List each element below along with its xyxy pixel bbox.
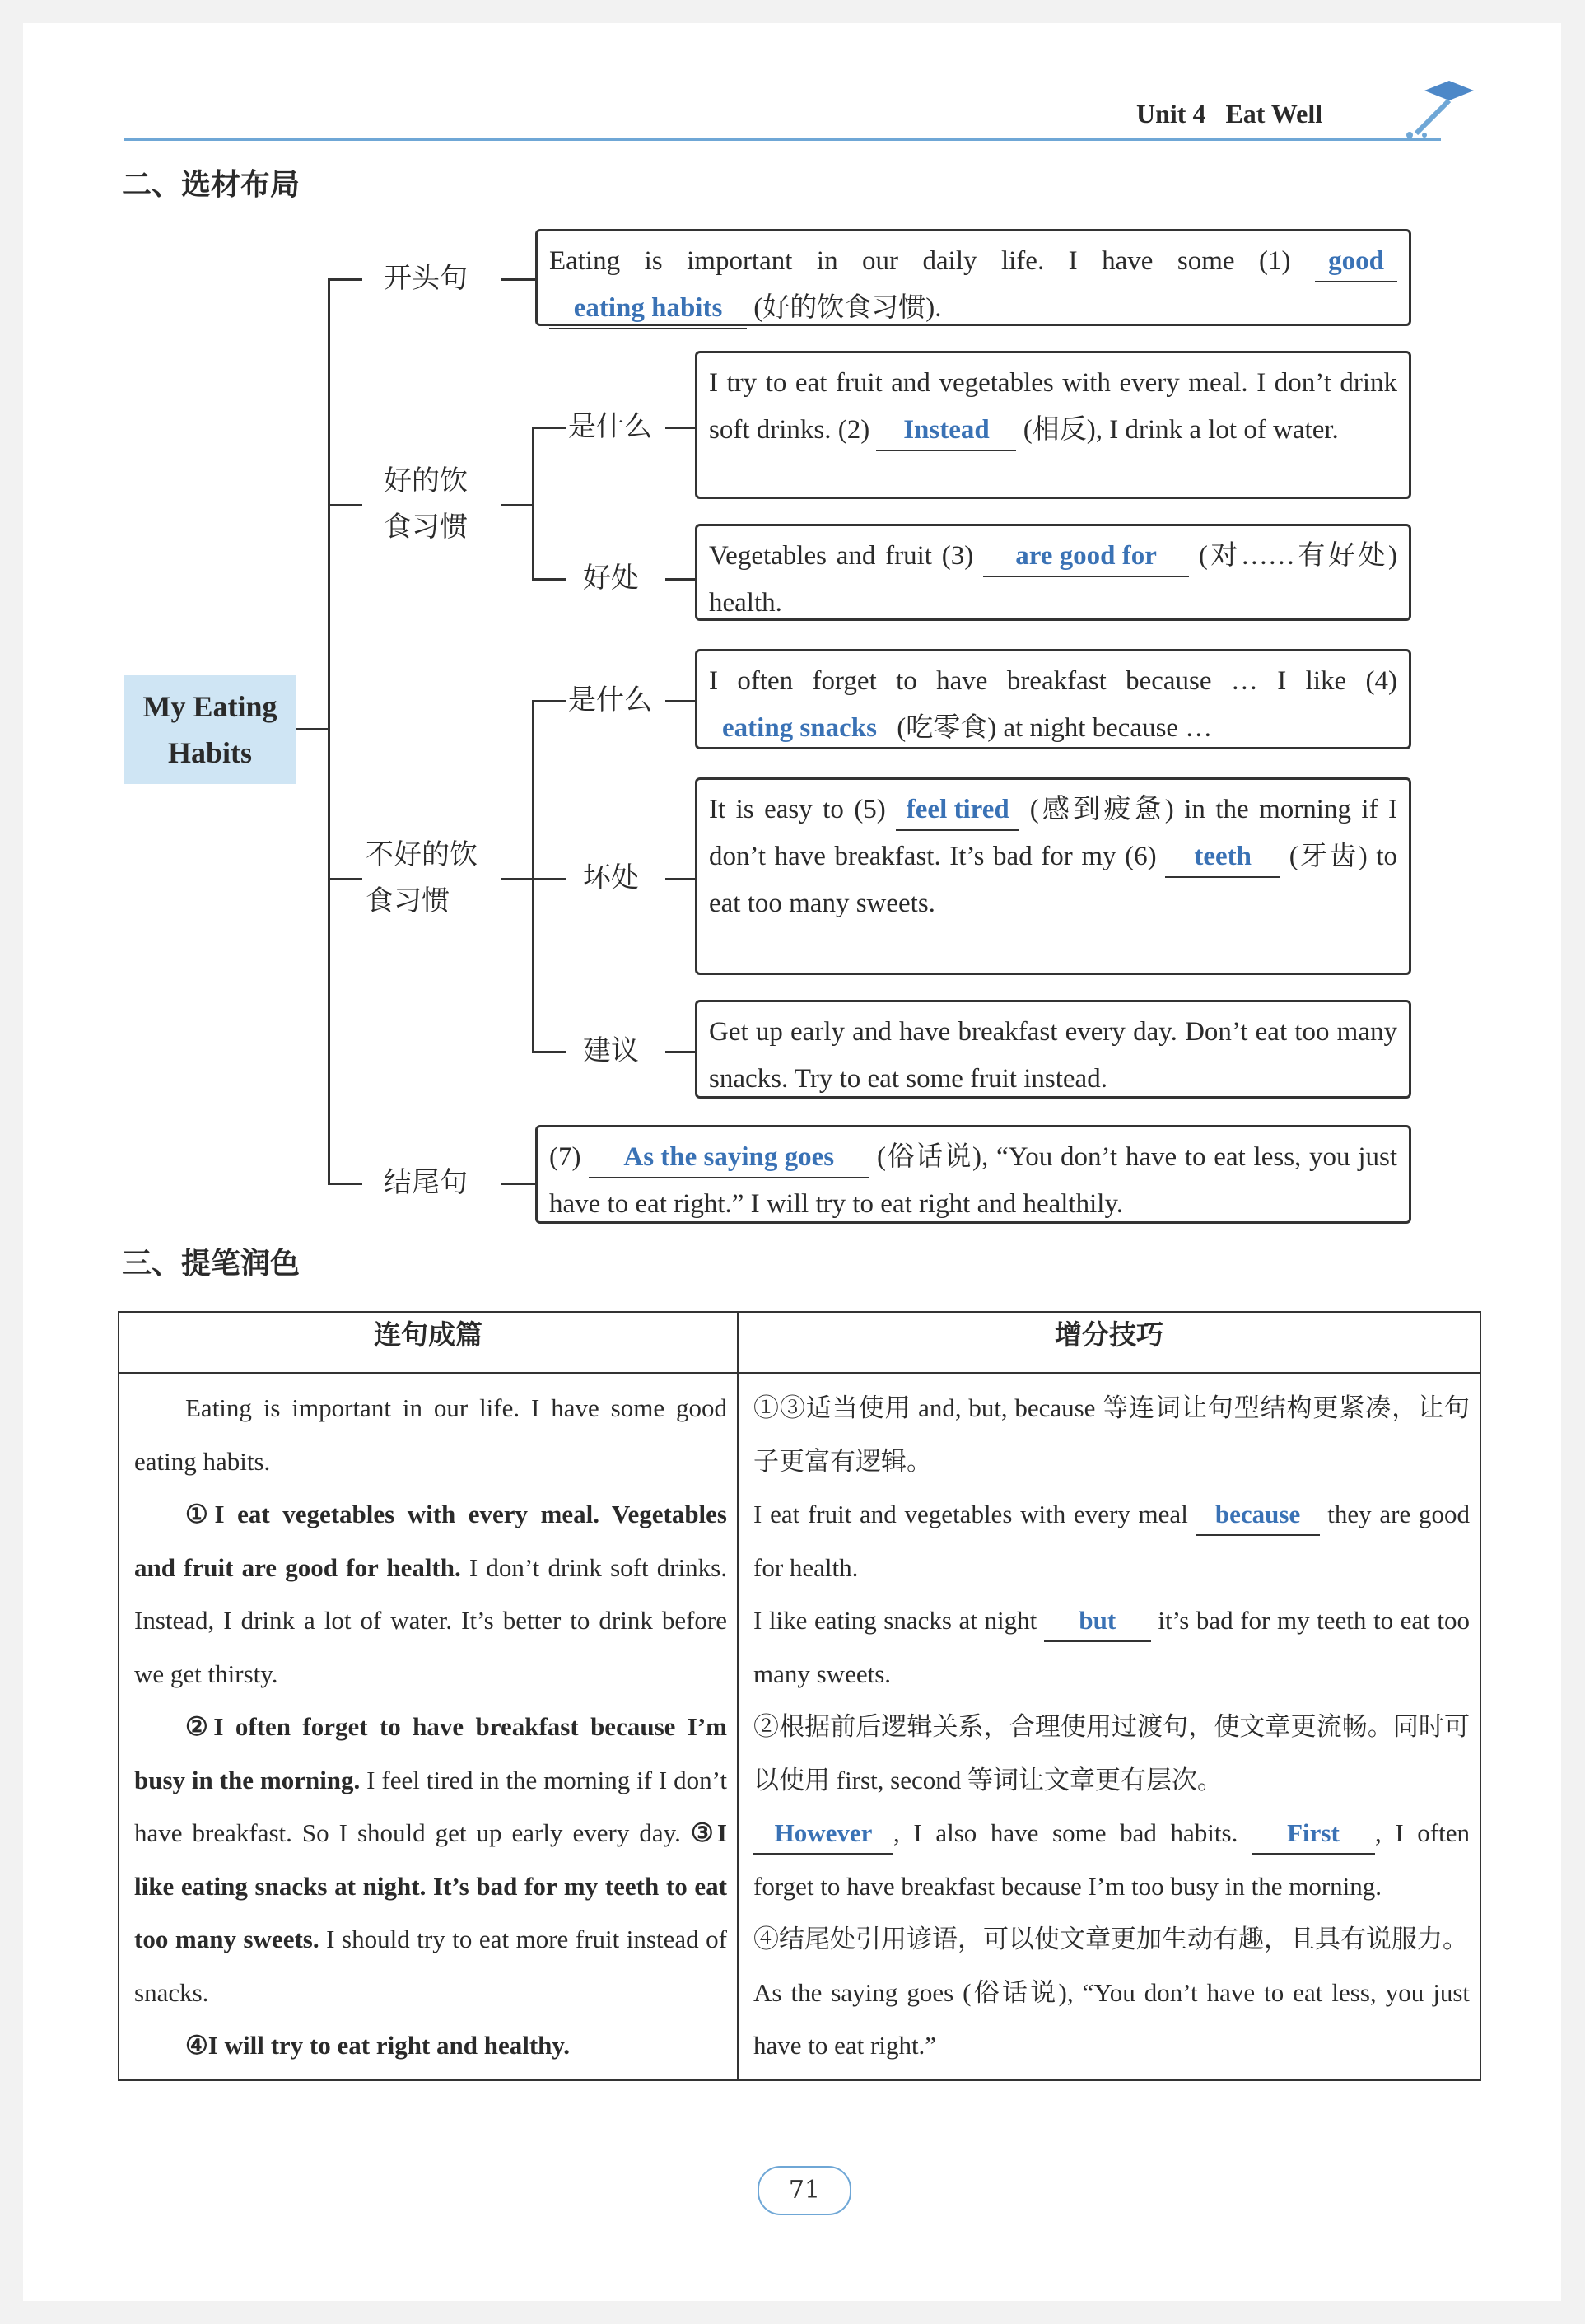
root-line2: Habits: [167, 736, 253, 769]
bad-label-line2: 食习惯: [366, 884, 450, 917]
label-good-benefit: 好处: [583, 562, 639, 595]
bad-label-line1: 不好的饮: [366, 838, 478, 871]
box-good-what: [695, 351, 1411, 499]
box-bad-what: [695, 649, 1411, 749]
example4: As the saying goes (俗话说), “You don’t have to eat less, you just have to eat right.”: [753, 1977, 1470, 2060]
answer-3: are good for: [983, 536, 1189, 577]
left-p3-mid: I feel tired in the morning if I don’t have breakfast. So I should get up early every day.: [134, 1765, 727, 1847]
answer-first: First: [1252, 1813, 1375, 1855]
table-header-left: 连句成篇: [119, 1312, 738, 1373]
answer-however: However: [753, 1813, 893, 1855]
good-what-text-b: (相反), I drink a lot of water.: [1016, 415, 1339, 445]
left-p3-rest: I should try to eat more fruit instead of snacks.: [134, 1925, 727, 2007]
good-benefit-text-b: (对……有好处) health.: [709, 541, 1397, 618]
box-ending: [535, 1125, 1411, 1224]
bad-harm-text-c: (牙齿) to eat too many sweets.: [709, 842, 1397, 918]
answer-7: As the saying goes: [589, 1137, 869, 1178]
label-bad-what: 是什么: [568, 684, 652, 716]
bad-harm-text-b: (感到疲惫) in the morning if I don’t have breakfast. It’s bad for my (6): [709, 795, 1398, 871]
answer-2: Instead: [876, 410, 1016, 451]
label-opening: 开头句: [384, 262, 468, 295]
answer-1b: eating habits: [549, 288, 747, 329]
tip1: ①③适当使用 and, but, because 等连词让句型结构更紧凑，让句子更富有逻辑。: [753, 1393, 1470, 1476]
ex3-a: , I also have some bad habits.: [893, 1818, 1252, 1847]
example1: [753, 1488, 1470, 1594]
pencil-graduation-cap-icon: [1400, 74, 1482, 140]
ex1-b: they are good for health.: [753, 1500, 1470, 1582]
label-good-habits: [384, 458, 491, 550]
opening-text-b: (好的饮食习惯).: [747, 293, 942, 323]
ex2-b: it’s bad for my teeth to eat too many sweets.: [753, 1606, 1471, 1688]
answer-because: because: [1196, 1495, 1320, 1536]
box-bad-advice: [695, 1000, 1411, 1099]
good-label-line1: 好的饮: [384, 464, 468, 497]
example3: [753, 1807, 1470, 1913]
good-label-line2: 食习惯: [384, 511, 468, 544]
left-p2: [134, 1488, 727, 1701]
answer-4: eating snacks: [709, 708, 890, 749]
answer-1a: good: [1315, 241, 1397, 282]
good-benefit-text-a: Vegetables and fruit (3): [709, 541, 984, 571]
root-line1: My Eating: [142, 690, 277, 723]
bad-advice-text: Get up early and have breakfast every day. Don’t eat too many snacks. Try to eat some fruit instead.: [709, 1017, 1397, 1094]
tip3: ④结尾处引用谚语，可以使文章更加生动有趣，且具有说服力。: [753, 1925, 1468, 1953]
section-title-layout: 二、选材布局: [122, 168, 301, 202]
mindmap-root: [124, 675, 296, 784]
section-title-polish: 三、提笔润色: [122, 1247, 301, 1281]
unit-title: Eat Well: [1225, 99, 1323, 128]
ending-text-b: (俗话说), “You don’t have to eat less, you just have to eat right.” I will try to eat right and healthily.: [549, 1142, 1397, 1219]
left-p3-bold: ②I often forget to have breakfast because I’m busy in the morning.: [134, 1712, 727, 1794]
label-bad-advice: 建议: [583, 1034, 639, 1067]
left-p1: Eating is important in our life. I have some good eating habits.: [134, 1393, 727, 1476]
box-bad-harm: [695, 777, 1411, 975]
box-opening: [535, 229, 1411, 326]
ending-text-a: (7): [549, 1142, 590, 1172]
label-bad-harm: 坏处: [583, 861, 639, 894]
bad-harm-text-a: It is easy to (5): [709, 795, 897, 824]
page-number: 71: [758, 2166, 851, 2215]
bad-what-text-b: (吃零食) at night because …: [890, 713, 1213, 743]
table-header-right: 增分技巧: [738, 1312, 1480, 1373]
left-p2-bold: ①I eat vegetables with every meal. Vegetables and fruit are good for health.: [134, 1500, 727, 1582]
answer-5: feel tired: [896, 790, 1019, 831]
unit-header: [1136, 99, 1322, 129]
ex2-a: I like eating snacks at night: [753, 1606, 1044, 1635]
label-good-what: 是什么: [568, 410, 652, 443]
label-ending: 结尾句: [384, 1166, 468, 1199]
good-what-text-a: I try to eat fruit and vegetables with every meal. I don’t drink soft drinks. (2): [709, 368, 1397, 445]
label-bad-habits: [366, 832, 497, 924]
tip2: ②根据前后逻辑关系，合理使用过渡句，使文章更流畅。同时可以使用 first, second 等词让文章更有层次。: [753, 1712, 1470, 1794]
left-p4: ④I will try to eat right and healthy.: [185, 2031, 570, 2060]
example2: [753, 1594, 1470, 1701]
polish-table: [118, 1311, 1481, 2081]
table-right-cell: [738, 1373, 1480, 2080]
answer-but: but: [1044, 1601, 1151, 1642]
left-p3-bold2: ③I like eating snacks at night. It’s bad for my teeth to eat too many sweets.: [134, 1818, 727, 1953]
box-good-benefit: [695, 524, 1411, 621]
table-left-cell: [119, 1373, 738, 2080]
opening-text-a: Eating is important in our daily life. I have some (1): [549, 246, 1315, 276]
ex3-b: , I often forget to have breakfast because I’m too busy in the morning.: [753, 1818, 1470, 1901]
answer-6: teeth: [1165, 837, 1280, 878]
header-rule: [124, 138, 1441, 141]
bad-what-text-a: I often forget to have breakfast because … I like (4): [709, 666, 1397, 696]
unit-label: Unit 4: [1136, 99, 1206, 128]
ex1-a: I eat fruit and vegetables with every meal: [753, 1500, 1196, 1528]
left-p2-rest: I don’t drink soft drinks. Instead, I drink a lot of water. It’s better to drink before we get thirsty.: [134, 1552, 727, 1688]
left-p3: [134, 1701, 727, 2019]
